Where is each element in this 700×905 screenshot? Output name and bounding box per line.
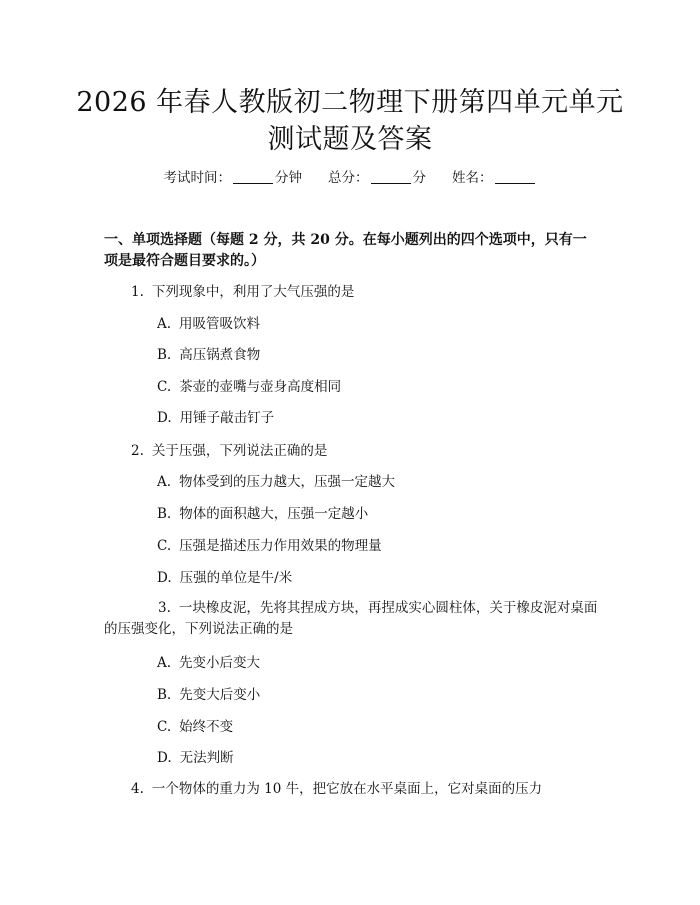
- option-text: 用吸管吸饮料: [179, 316, 261, 332]
- student-name-blank: [495, 169, 535, 184]
- option-letter: A.: [157, 316, 172, 332]
- question-1: [131, 282, 354, 302]
- question-4: [131, 779, 542, 799]
- option-letter: D.: [157, 570, 172, 586]
- question-number: 3.: [158, 600, 171, 616]
- student-name-label: 姓名：: [452, 170, 493, 186]
- question-3-option-d: [157, 748, 234, 768]
- question-1-option-b: [157, 345, 260, 365]
- question-number: 4.: [131, 781, 144, 797]
- section-heading-single-choice: 一、单项选择题（每题 2 分，共 20 分。在每小题列出的四个选项中，只有一项是最符合题目要求的。）: [104, 232, 587, 269]
- question-1-option-d: [157, 408, 274, 428]
- document-title-line-1: 2026 年春人教版初二物理下册第四单元单元: [76, 87, 624, 118]
- option-text: 用锤子敲击钉子: [179, 410, 275, 426]
- question-2-option-c: [157, 536, 382, 556]
- option-text: 始终不变: [179, 719, 234, 735]
- option-letter: C.: [157, 379, 172, 395]
- total-score-blank: [371, 169, 411, 184]
- option-text: 先变大后变小: [179, 687, 261, 703]
- option-letter: B.: [157, 506, 172, 522]
- option-letter: A.: [157, 655, 172, 671]
- option-letter: B.: [157, 687, 172, 703]
- option-letter: C.: [157, 538, 172, 554]
- question-2-option-a: [157, 472, 395, 492]
- question-2: [131, 441, 327, 461]
- question-2-option-b: [157, 504, 368, 524]
- total-score-label: 总分：: [328, 170, 369, 186]
- option-letter: A.: [157, 474, 172, 490]
- question-number: 1.: [131, 284, 144, 300]
- question-number: 2.: [131, 443, 144, 459]
- option-text: 茶壶的壶嘴与壶身高度相同: [179, 379, 342, 395]
- option-text: 高压锅煮食物: [179, 347, 261, 363]
- option-letter: B.: [157, 347, 172, 363]
- option-text: 无法判断: [179, 750, 234, 766]
- option-text: 先变小后变大: [179, 655, 261, 671]
- exam-time-label: 考试时间：: [163, 170, 231, 186]
- option-letter: D.: [157, 410, 172, 426]
- question-1-option-c: [157, 377, 341, 397]
- option-text: 物体受到的压力越大，压强一定越大: [179, 474, 396, 490]
- option-text: 物体的面积越大，压强一定越小: [179, 506, 369, 522]
- question-2-option-d: [157, 568, 292, 588]
- option-letter: C.: [157, 719, 172, 735]
- question-text: 关于压强，下列说法正确的是: [151, 443, 328, 459]
- question-3-option-a: [157, 653, 260, 673]
- question-text: 下列现象中，利用了大气压强的是: [151, 284, 355, 300]
- option-text: 压强是描述压力作用效果的物理量: [179, 538, 382, 554]
- question-text: 一个物体的重力为 10 牛，把它放在水平桌面上，它对桌面的压力: [151, 781, 543, 797]
- total-score-unit: 分: [412, 170, 426, 186]
- question-3-option-b: [157, 685, 260, 705]
- exam-time-blank: [233, 169, 273, 184]
- question-3-option-c: [157, 717, 233, 737]
- exam-info-line: [0, 168, 700, 188]
- exam-time-unit: 分钟: [275, 170, 302, 186]
- question-3: [104, 598, 600, 640]
- question-text: 一块橡皮泥，先将其捏成方块，再捏成实心圆柱体，关于橡皮泥对桌面的压强变化，下列说法正确的是: [104, 600, 598, 637]
- question-1-option-a: [157, 314, 260, 334]
- option-text: 压强的单位是牛/米: [179, 570, 293, 586]
- document-title-line-2: 测试题及答案: [267, 124, 433, 155]
- option-letter: D.: [157, 750, 172, 766]
